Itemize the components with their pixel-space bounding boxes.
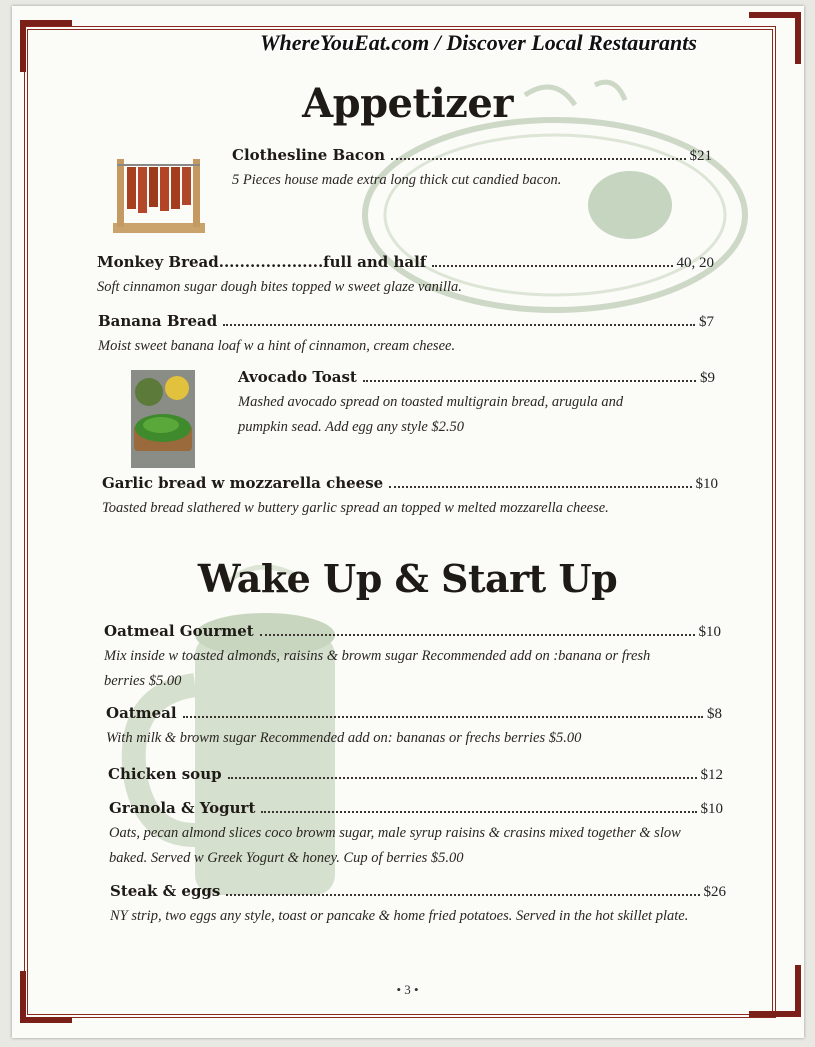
item-name: Oatmeal Gourmet: [104, 622, 254, 640]
bacon-photo: [113, 155, 208, 237]
leader-dots: [261, 811, 696, 813]
item-description: NY strip, two eggs any style, toast or pancake & home fried potatoes. Served in the hot skillet plate.: [110, 908, 689, 924]
menu-item: [108, 765, 723, 784]
menu-item: [232, 146, 712, 193]
item-description: With milk & browm sugar Recommended add on: bananas or frechs berries $5.00: [106, 730, 582, 746]
item-description: Soft cinnamon sugar dough bites topped w sweet glaze vanilla.: [97, 279, 462, 295]
item-name: Avocado Toast: [238, 368, 357, 386]
item-price: $10: [700, 801, 723, 817]
corner-flourish: [20, 20, 72, 72]
leader-dots: [260, 634, 695, 636]
leader-dots: [223, 324, 695, 326]
item-price: $26: [703, 884, 726, 900]
menu-item: [106, 704, 722, 751]
leader-dots: [432, 265, 672, 267]
item-name: Garlic bread w mozzarella cheese: [102, 474, 384, 492]
item-price: $12: [700, 767, 723, 783]
menu-item: [110, 882, 726, 929]
leader-dots: [228, 777, 697, 779]
item-price: 40, 20: [676, 255, 714, 271]
item-description: Moist sweet banana loaf w a hint of cinnamon, cream chesee.: [98, 338, 456, 354]
menu-item: [238, 368, 715, 440]
menu-item: [98, 312, 714, 359]
item-name: Chicken soup: [108, 765, 222, 783]
section-title: Wake Up & Start Up: [197, 556, 618, 601]
item-price: $8: [707, 706, 722, 722]
section-title: Appetizer: [302, 80, 513, 127]
item-name: Oatmeal: [106, 704, 177, 722]
item-price: $9: [700, 370, 715, 386]
leader-dots: [389, 486, 691, 488]
item-description: Toasted bread slathered w buttery garlic spread an topped w melted mozzarella cheese.: [102, 500, 609, 516]
menu-item: [102, 474, 718, 521]
menu-item: [109, 799, 723, 871]
item-price: $10: [698, 624, 721, 640]
leader-dots: [363, 380, 696, 382]
leader-dots: [226, 894, 699, 896]
page-number: • 3 •: [396, 982, 419, 997]
item-name: Granola & Yogurt: [109, 799, 256, 817]
leader-dots: [183, 716, 703, 718]
item-description: Mashed avocado spread on toasted multigrain bread, arugula and pumpkin sead. Add egg any style $2.50: [238, 394, 624, 435]
item-price: $21: [689, 148, 712, 164]
item-name: Monkey Bread....................full and half: [97, 253, 427, 271]
menu-item: [104, 622, 721, 694]
item-name: Steak & eggs: [110, 882, 221, 900]
item-price: $7: [699, 314, 714, 330]
leader-dots: [391, 158, 686, 160]
item-description: Oats, pecan almond slices coco browm sugar, male syrup raisins & crasins mixed together & slow baked. Served w Greek Yogurt & honey. Cup of berries $5.00: [109, 825, 681, 866]
item-description: Mix inside w toasted almonds, raisins & browm sugar Recommended add on :banana or fresh berries $5.00: [104, 648, 651, 689]
menu-item: [97, 253, 714, 300]
watermark: WhereYouEat.com / Discover Local Restaurants: [260, 30, 697, 55]
corner-flourish: [749, 12, 801, 64]
avocado-toast-photo: [131, 370, 195, 468]
item-price: $10: [695, 476, 718, 492]
item-description: 5 Pieces house made extra long thick cut candied bacon.: [232, 172, 562, 188]
item-name: Banana Bread: [98, 312, 218, 330]
item-name: Clothesline Bacon: [232, 146, 385, 164]
